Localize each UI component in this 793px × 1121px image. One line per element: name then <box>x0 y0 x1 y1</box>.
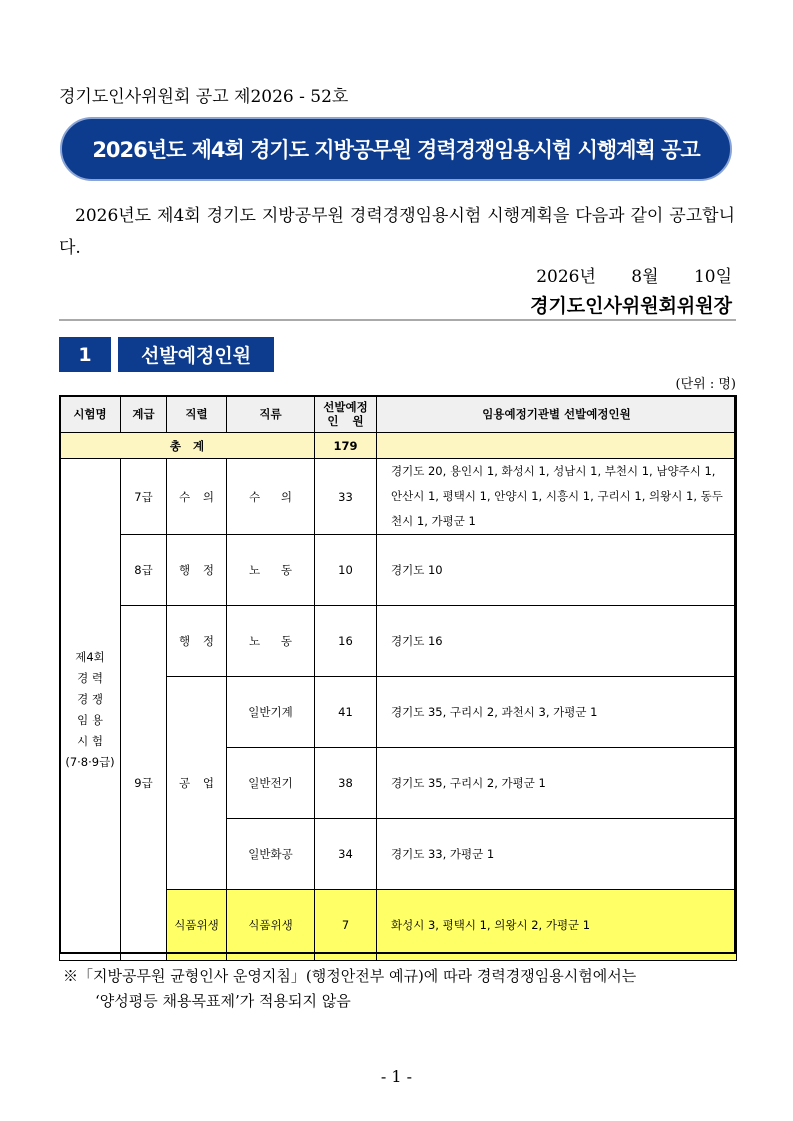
unit-label: (단위 : 명) <box>675 377 736 392</box>
class-char: 동 <box>280 563 292 577</box>
class-cell: 일반전기 <box>227 748 315 819</box>
header-count <box>315 396 377 433</box>
total-label: 총 계 <box>60 433 315 459</box>
count-cell: 41 <box>315 677 377 748</box>
date-day: 10일 <box>693 267 732 287</box>
grade-cell: 8급 <box>121 535 167 606</box>
agency-cell: 경기도 35, 구리시 2, 과천시 3, 가평군 1 <box>377 677 737 748</box>
exam-name-l5: 시 험 <box>77 733 103 748</box>
header-series: 직렬 <box>167 396 227 433</box>
count-cell: 38 <box>315 748 377 819</box>
date-year: 2026년 <box>536 267 596 287</box>
exam-name-l6: (7·8·9급) <box>65 754 115 769</box>
grade-cell: 7급 <box>121 459 167 535</box>
exam-name-l1: 제4회 <box>75 649 105 664</box>
class-char: 노 <box>249 634 261 648</box>
series-char: 공 <box>179 776 191 790</box>
count-cell: 33 <box>315 459 377 535</box>
divider <box>59 319 736 321</box>
signer: 경기도인사위원회위원장 <box>530 295 732 317</box>
table-header-row <box>60 396 737 433</box>
count-cell: 34 <box>315 819 377 890</box>
series-char: 의 <box>202 489 214 504</box>
table-row <box>60 535 737 606</box>
document-title: 2026년도 제4회 경기도 지방공무원 경력경쟁임용시험 시행계획 공고 <box>92 138 700 162</box>
count-cell: 16 <box>315 606 377 677</box>
agency-cell: 경기도 16 <box>377 606 737 677</box>
exam-name-l2: 경 력 <box>77 670 103 685</box>
notice-date <box>536 262 732 287</box>
date-month: 8월 <box>631 267 659 287</box>
series-char: 업 <box>202 776 214 790</box>
section-number: 1 <box>59 337 111 372</box>
agency-cell: 경기도 33, 가평군 1 <box>377 819 737 890</box>
class-cell <box>227 535 315 606</box>
class-char: 노 <box>249 563 261 577</box>
count-cell: 7 <box>315 890 377 961</box>
header-count-line1: 선발예정 <box>323 400 368 414</box>
agency-cell: 경기도 10 <box>377 535 737 606</box>
class-cell <box>227 459 315 535</box>
series-char: 행 <box>179 634 191 648</box>
exam-name-l3: 경 쟁 <box>77 691 103 706</box>
header-agency: 임용예정기관별 선발예정인원 <box>377 396 737 433</box>
exam-name-l4: 임 용 <box>77 712 103 727</box>
section-title: 선발예정인원 <box>118 337 274 372</box>
class-char: 의 <box>280 489 292 504</box>
class-cell: 일반기계 <box>227 677 315 748</box>
footnote-line2: ‘양성평등 채용목표제’가 적용되지 않음 <box>95 992 351 1010</box>
header-class: 직류 <box>227 396 315 433</box>
table-row <box>60 459 737 535</box>
series-cell <box>167 606 227 677</box>
header-grade: 계급 <box>121 396 167 433</box>
series-char: 수 <box>179 489 191 504</box>
notice-number: 경기도인사위원회 공고 제2026 - 52호 <box>59 87 349 107</box>
total-agency <box>377 433 737 459</box>
class-cell <box>227 606 315 677</box>
page-number: - 1 - <box>380 1067 413 1086</box>
exam-name-cell <box>60 459 121 961</box>
series-cell <box>167 459 227 535</box>
intro-paragraph: 2026년도 제4회 경기도 지방공무원 경력경쟁임용시험 시행계획을 다음과 같이 공고합니다. <box>59 206 735 258</box>
class-cell: 식품위생 <box>227 890 315 961</box>
grade-cell: 9급 <box>121 606 167 961</box>
series-cell: 식품위생 <box>167 890 227 961</box>
agency-cell: 경기도 35, 구리시 2, 가평군 1 <box>377 748 737 819</box>
series-char: 행 <box>179 563 191 577</box>
agency-cell: 경기도 20, 용인시 1, 화성시 1, 성남시 1, 부천시 1, 남양주시 1, 안산시 1, 평택시 1, 안양시 1, 시흥시 1, 구리시 1, 의왕시 1, 동두천시 1, 가평군 1 <box>377 459 737 535</box>
series-cell <box>167 535 227 606</box>
table-row <box>60 606 737 677</box>
class-cell: 일반화공 <box>227 819 315 890</box>
count-cell: 10 <box>315 535 377 606</box>
agency-cell: 화성시 3, 평택시 1, 의왕시 2, 가평군 1 <box>377 890 737 961</box>
footnote-line1: ※「지방공무원 균형인사 운영지침」(행정안전부 예규)에 따라 경력경쟁임용시험에서는 <box>63 967 637 985</box>
header-exam: 시험명 <box>60 396 121 433</box>
total-row <box>60 433 737 459</box>
title-banner <box>60 117 732 181</box>
header-count-line2: 인 원 <box>327 414 364 428</box>
series-char: 정 <box>202 634 214 648</box>
recruitment-table <box>59 395 737 961</box>
class-char: 동 <box>280 634 292 648</box>
series-cell <box>167 677 227 890</box>
total-count: 179 <box>315 433 377 459</box>
class-char: 수 <box>249 489 261 504</box>
footnote <box>63 964 735 1014</box>
series-char: 정 <box>202 563 214 577</box>
